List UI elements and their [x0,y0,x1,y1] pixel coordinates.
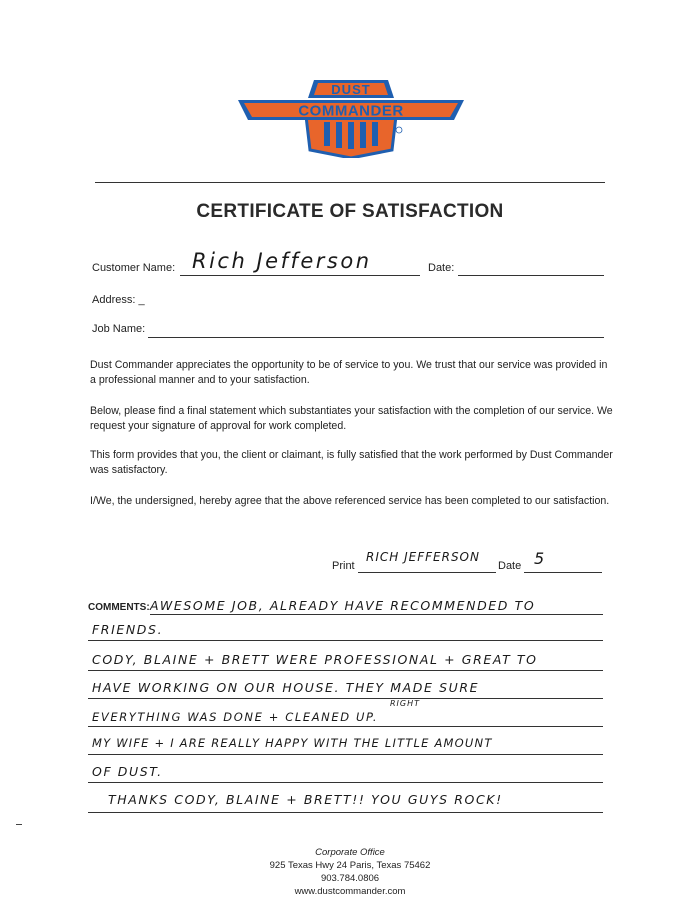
paragraph-3: This form provides that you, the client or claimant, is fully satisfied that the work performed by Dust Commander was satisfactory. [90,449,613,476]
customer-name-line [180,275,420,276]
comment-line-3: CODY, BLAINE + BRETT WERE PROFESSIONAL + GREAT TO [92,652,538,667]
comment-rule-5 [88,726,603,727]
comment-rule-2 [88,640,603,641]
footer-phone: 903.784.0806 [320,873,380,884]
date-label: Date: [428,262,455,274]
comment-rule-7 [88,782,603,783]
job-name-line [148,337,604,338]
comment-line-1: AWESOME JOB, ALREADY HAVE RECOMMENDED TO [150,598,536,613]
address-label: Address: _ [92,294,145,306]
comment-line-2: FRIENDS. [92,622,164,637]
logo-text-commander: COMMANDER [298,102,404,120]
comment-line-5: EVERYTHING WAS DONE + CLEANED UP. [92,710,379,724]
customer-name-value: Rich Jefferson [192,249,372,273]
stray-mark [16,824,22,825]
paragraph-2: Below, please find a final statement which substantiates your satisfaction with the completion of our service. We request your signature of approval for work completed. [90,405,613,432]
footer-heading: Corporate Office [315,847,385,858]
date-line [458,275,604,276]
paragraph-4: I/We, the undersigned, hereby agree that the above referenced service has been completed to our satisfaction. [90,495,610,507]
comments-label: COMMENTS: [88,602,150,613]
comment-insert-right: RIGHT [390,699,421,708]
logo-text-dust: DUST [331,82,371,97]
comment-rule-3 [88,670,603,671]
comment-rule-8 [88,812,603,813]
print-label: Print [332,560,355,572]
page-title: CERTIFICATE OF SATISFACTION [196,201,504,222]
sign-date-line [524,572,602,573]
paragraph-1: Dust Commander appreciates the opportunity to be of service to you. We trust that our service was provided in a professional manner and to your satisfaction. [90,359,608,386]
footer-web: www.dustcommander.com [294,886,406,897]
comment-rule-6 [88,754,603,755]
comment-line-8: THANKS CODY, BLAINE + BRETT!! YOU GUYS ROCK! [108,792,503,807]
print-value: RICH JEFFERSON [366,550,480,564]
comment-line-4: HAVE WORKING ON OUR HOUSE. THEY MADE SURE [92,680,480,695]
dust-commander-logo [236,78,466,158]
print-line [358,572,496,573]
customer-name-label: Customer Name: [92,262,176,274]
job-name-label: Job Name: [92,323,146,335]
header-rule [95,182,605,183]
comment-line-6: MY WIFE + I ARE REALLY HAPPY WITH THE LITTLE AMOUNT [92,736,493,750]
footer-address: 925 Texas Hwy 24 Paris, Texas 75462 [269,860,431,871]
sign-date-label: Date [498,560,522,572]
comment-rule-1 [150,614,603,615]
comment-line-7: OF DUST. [92,764,163,779]
sign-date-value: 5 [534,549,546,568]
comment-rule-4 [88,698,603,699]
